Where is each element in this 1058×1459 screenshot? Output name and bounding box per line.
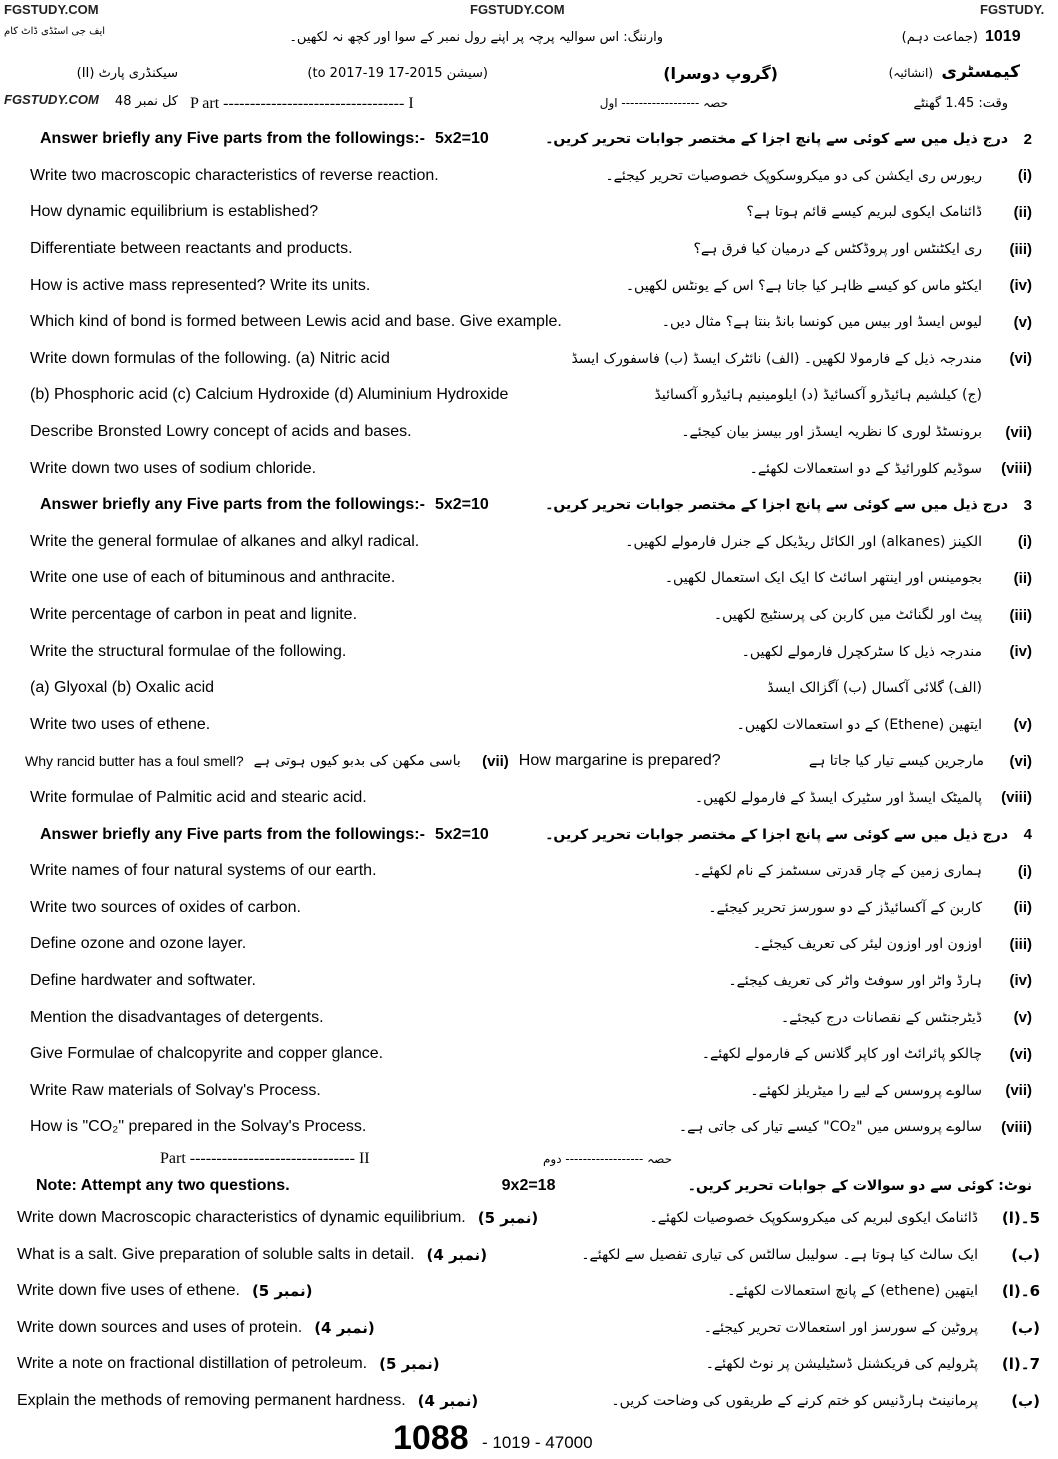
- question-number: (iii): [1009, 935, 1032, 953]
- question-english: Write down five uses of ethene.: [17, 1282, 240, 1300]
- question-urdu: سوڈیم کلورائیڈ کے دو استعمالات لکھئے۔: [749, 460, 982, 477]
- footer-big: 1088: [393, 1419, 469, 1458]
- question-item: [0, 414, 1058, 451]
- question-urdu: ڈیٹرجنٹس کے نقصانات درج کیجئے۔: [780, 1009, 982, 1026]
- question-urdu: پرمانینٹ ہارڈنیس کو ختم کرنے کے طریقوں کی وضاحت کریں۔: [611, 1392, 978, 1409]
- question-number: 7۔(ا): [1001, 1355, 1040, 1374]
- question-marks: (5 نمبر): [379, 1355, 440, 1374]
- question-urdu: (الف) گلائی آکسال (ب) آگزالک ایسڈ: [767, 680, 982, 697]
- question-urdu: لیوس ایسڈ اور بیس میں کونسا بانڈ بنتا ہے؟ مثال دیں۔: [661, 314, 982, 331]
- question-item: [0, 231, 1058, 268]
- question-number: (iv): [1009, 643, 1032, 661]
- question-item: [0, 377, 1058, 414]
- question-english: Answer briefly any Five parts from the followings:-: [40, 825, 425, 843]
- question-urdu: (ج) کیلشیم ہائیڈرو آکسائیڈ (د) ایلومینیم ہائیڈرو آکسائیڈ: [654, 387, 982, 404]
- question-urdu: پٹرولیم کی فریکشنل ڈسٹیلیشن پر نوٹ لکھئے۔: [705, 1356, 978, 1373]
- question-number: (v): [1013, 1009, 1032, 1027]
- question-english: How dynamic equilibrium is established?: [30, 203, 319, 221]
- watermark: FGSTUDY.COM: [4, 92, 99, 107]
- question-item: [0, 853, 1058, 890]
- question-english: Write down formulas of the following. (a) Nitric acid: [30, 349, 390, 367]
- question-number: (vii): [482, 752, 509, 770]
- question-urdu: باسی مکھن کی بدبو کیوں ہوتی ہے: [253, 753, 461, 770]
- question-marks: (4 نمبر): [426, 1245, 488, 1264]
- question-item: [0, 304, 1058, 341]
- question-item: [0, 963, 1058, 1000]
- question-english: Mention the disadvantages of detergents.: [30, 1008, 324, 1026]
- question-english: Write the general formulae of alkanes and alkyl radical.: [30, 532, 420, 550]
- session: (سیشن 2015-17 to 2017-19): [307, 66, 488, 81]
- question-number: (vii): [1005, 1082, 1032, 1100]
- paper-code: 1019: [985, 28, 1021, 45]
- question-english: How margarine is prepared?: [518, 752, 721, 770]
- question-urdu: ڈائنامک ایکوی لبریم کیسے قائم ہوتا ہے؟: [746, 204, 982, 221]
- question-number: (ب): [1011, 1318, 1040, 1337]
- group: (گروپ دوسرا): [663, 64, 778, 83]
- question-marks: (5 نمبر): [251, 1282, 313, 1301]
- question-number: (i): [1017, 862, 1032, 880]
- question-english: Write percentage of carbon in peat and lignite.: [30, 606, 358, 624]
- question-heading: [0, 121, 1058, 158]
- marks-scheme: 5x2=10: [434, 496, 489, 514]
- question-item: [0, 597, 1058, 634]
- question-urdu: پالمیٹک ایسڈ اور سٹیرک ایسڈ کے فارمولے لکھیں۔: [694, 789, 982, 806]
- part-one-heading: P art ---------------------------------- I: [190, 95, 414, 112]
- question-number: (ب): [1011, 1391, 1040, 1410]
- long-question: [0, 1309, 1058, 1346]
- question-english: Write formulae of Palmitic acid and stearic acid.: [30, 788, 367, 806]
- question-urdu: سالوے پروسس کے لیے را میٹریلز لکھئے۔: [750, 1082, 982, 1099]
- question-urdu: چالکو پائرائٹ اور کاپر گلانس کے فارمولے لکھئے۔: [701, 1046, 982, 1063]
- question-urdu: سالوے پروسس میں "CO₂" کیسے تیار کی جاتی ہے۔: [678, 1119, 982, 1136]
- question-urdu: برونسٹڈ لوری کا نظریہ ایسڈز اور بیسز بیان کیجئے۔: [681, 424, 982, 441]
- question-urdu: بجومینس اور اینتھر اسائٹ کا ایک ایک استعمال لکھیں۔: [664, 570, 982, 587]
- question-english: (a) Glyoxal (b) Oxalic acid: [30, 679, 215, 697]
- watermark: FGSTUDY.COM: [470, 2, 565, 17]
- question-english: Answer briefly any Five parts from the followings:-: [40, 496, 425, 514]
- question-english: Explain the methods of removing permanent hardness.: [17, 1391, 406, 1409]
- subject: کیمسٹری: [941, 62, 1020, 82]
- question-item: [0, 450, 1058, 487]
- time: وقت: 1.45 گھنٹے: [913, 96, 1008, 111]
- watermark-urdu: ایف جی اسٹڈی ڈاٹ کام: [4, 26, 106, 37]
- marks-scheme: 5x2=10: [434, 825, 489, 843]
- question-urdu: ایتھین (Ethene) کے دو استعمالات لکھیں۔: [736, 716, 982, 733]
- question-item: [0, 341, 1058, 378]
- question-number: (ii): [1013, 569, 1032, 587]
- long-question: [0, 1200, 1058, 1237]
- long-question: [0, 1346, 1058, 1383]
- note-row: [0, 1173, 1058, 1200]
- question-item: [0, 926, 1058, 963]
- question-item: [0, 633, 1058, 670]
- question-marks: (5 نمبر): [477, 1208, 539, 1227]
- watermark: FGSTUDY.COM: [4, 2, 99, 17]
- question-item: [0, 1109, 1058, 1146]
- marks-scheme: 9x2=18: [501, 1177, 556, 1195]
- question-english: Which kind of bond is formed between Lewis acid and base. Give example.: [30, 313, 562, 331]
- question-urdu: ایک سالٹ کیا ہوتا ہے۔ سولیبل سالٹس کی تیاری تفصیل سے لکھئے۔: [581, 1246, 978, 1263]
- question-heading: [0, 816, 1058, 853]
- question-urdu: درج ذیل میں سے کوئی سے پانچ اجزا کے مختصر جوابات تحریر کریں۔: [545, 826, 1008, 843]
- question-english: What is a salt. Give preparation of soluble salts in detail.: [17, 1245, 415, 1263]
- paper-type: (انشائیہ): [888, 66, 933, 80]
- question-urdu: ایکٹو ماس کو کیسے ظاہر کیا جاتا ہے؟ اس کے یونٹس لکھیں۔: [625, 277, 982, 294]
- question-urdu: ری ایکٹنٹس اور پروڈکٹس کے درمیان کیا فرق ہے؟: [693, 241, 982, 258]
- warning: وارننگ: اس سوالیہ پرچہ پر اپنے رول نمبر کے سوا اور کچھ نہ لکھیں۔: [289, 30, 663, 45]
- question-urdu: پیٹ اور لگنائٹ میں کاربن کی پرسنٹیج لکھیں۔: [713, 607, 982, 624]
- question-urdu: درج ذیل میں سے کوئی سے پانچ اجزا کے مختصر جوابات تحریر کریں۔: [545, 131, 1008, 148]
- footer-small: - 1019 - 47000: [482, 1433, 593, 1453]
- question-urdu: مندرجہ ذیل کا سٹرکچرل فارمولے لکھیں۔: [741, 643, 982, 660]
- note-english: Note: Attempt any two questions.: [36, 1177, 290, 1195]
- question-english: Why rancid butter has a foul smell?: [25, 753, 244, 770]
- question-number: 3: [1023, 496, 1032, 514]
- marks-scheme: 5x2=10: [434, 130, 489, 148]
- question-item: [0, 1072, 1058, 1109]
- question-item: [0, 999, 1058, 1036]
- question-number: (i): [1017, 167, 1032, 185]
- question-number: (iii): [1009, 606, 1032, 624]
- question-english: Define hardwater and softwater.: [30, 971, 256, 989]
- question-item: [0, 1036, 1058, 1073]
- long-question: [0, 1236, 1058, 1273]
- question-urdu: پروٹین کے سورسز اور استعمالات تحریر کیجئے۔: [703, 1319, 978, 1336]
- question-number: (viii): [1001, 460, 1032, 478]
- question-number: 2: [1023, 130, 1032, 148]
- question-urdu: ہارڈ واٹر اور سوفٹ واٹر کی تعریف کیجئے۔: [728, 972, 982, 989]
- question-urdu: درج ذیل میں سے کوئی سے پانچ اجزا کے مختصر جوابات تحریر کریں۔: [545, 497, 1008, 514]
- question-marks: (4 نمبر): [314, 1318, 375, 1337]
- question-urdu: مارجرین کیسے تیار کیا جاتا ہے: [808, 753, 984, 770]
- question-item: [0, 524, 1058, 561]
- question-number: 6۔(ا): [1001, 1282, 1040, 1301]
- question-number: (i): [1017, 533, 1032, 551]
- class-label: (جماعت دہم): [901, 30, 978, 45]
- total-marks: کل نمبر 48: [114, 94, 178, 109]
- question-english: Give Formulae of chalcopyrite and copper glance.: [30, 1045, 384, 1063]
- watermark: FGSTUDY.: [980, 2, 1045, 17]
- question-urdu: ریورس ری ایکشن کی دو میکروسکوپک خصوصیات تحریر کیجئے۔: [605, 167, 982, 184]
- note-urdu: نوٹ: کوئی سے دو سوالات کے جوابات تحریر کریں۔: [687, 1178, 1032, 1195]
- question-english: Describe Bronsted Lowry concept of acids and bases.: [30, 423, 412, 441]
- part-two-english: Part ------------------------------- II: [160, 1150, 370, 1168]
- question-english: How is "CO₂" prepared in the Solvay's Process.: [30, 1118, 367, 1136]
- question-number: (v): [1013, 313, 1032, 331]
- question-number: (ب): [1011, 1245, 1040, 1264]
- question-english: Write down two uses of sodium chloride.: [30, 459, 317, 477]
- question-urdu: اوزون اور اوزون لیئر کی تعریف کیجئے۔: [752, 936, 982, 953]
- question-urdu: الکینز (alkanes) اور الکائل ریڈیکل کے جنرل فارمولے لکھیں۔: [625, 533, 982, 550]
- question-english: Answer briefly any Five parts from the followings:-: [40, 130, 425, 148]
- question-item: [0, 780, 1058, 817]
- question-item: [0, 743, 1058, 780]
- question-number: (vii): [1005, 423, 1032, 441]
- question-item: [0, 267, 1058, 304]
- question-item: [0, 560, 1058, 597]
- question-number: (v): [1013, 716, 1032, 734]
- question-urdu: مندرجہ ذیل کے فارمولا لکھیں۔ (الف) نائٹرک ایسڈ (ب) فاسفورک ایسڈ: [571, 350, 982, 367]
- footer-code: [0, 1419, 1058, 1459]
- question-english: Define ozone and ozone layer.: [30, 935, 247, 953]
- question-marks: (4 نمبر): [417, 1391, 479, 1410]
- question-english: Write one use of each of bituminous and anthracite.: [30, 569, 396, 587]
- section-urdu: حصہ ------------------ اول: [599, 96, 728, 110]
- question-number: (iii): [1009, 240, 1032, 258]
- question-item: [0, 670, 1058, 707]
- part-label: سیکنڈری پارٹ (II): [76, 66, 178, 81]
- question-urdu: ایتھین (ethene) کے پانچ استعمالات لکھئے۔: [727, 1283, 978, 1300]
- question-item: [0, 158, 1058, 195]
- question-number: 5۔(ا): [1001, 1208, 1040, 1227]
- question-english: Differentiate between reactants and products.: [30, 240, 353, 258]
- part-two-urdu: حصہ ------------------ دوم: [543, 1152, 672, 1167]
- question-english: Write two macroscopic characteristics of reverse reaction.: [30, 166, 439, 184]
- part-two-heading: [0, 1146, 1058, 1173]
- question-english: Write down Macroscopic characteristics of dynamic equilibrium.: [17, 1208, 466, 1226]
- question-english: Write down sources and uses of protein.: [17, 1318, 303, 1336]
- question-number: (ii): [1013, 899, 1032, 917]
- question-number: 4: [1023, 826, 1032, 844]
- question-english: Write Raw materials of Solvay's Process.: [30, 1081, 321, 1099]
- question-urdu: ہماری زمین کے چار قدرتی سسٹمز کے نام لکھئے۔: [693, 863, 982, 880]
- question-number: (iv): [1009, 972, 1032, 990]
- question-heading: [0, 487, 1058, 524]
- question-english: (b) Phosphoric acid (c) Calcium Hydroxide (d) Aluminium Hydroxide: [30, 386, 509, 404]
- question-item: [0, 889, 1058, 926]
- question-urdu: کاربن کے آکسائیڈز کے دو سورسز تحریر کیجئے۔: [708, 899, 982, 916]
- question-number: (vi): [1009, 1045, 1032, 1063]
- long-question: [0, 1383, 1058, 1420]
- questions: [0, 121, 1058, 1459]
- question-number: (viii): [1001, 789, 1032, 807]
- question-number: (vi): [1009, 752, 1032, 770]
- question-english: How is active mass represented? Write its units.: [30, 276, 371, 294]
- question-english: Write names of four natural systems of our earth.: [30, 862, 377, 880]
- question-number: (viii): [1001, 1118, 1032, 1136]
- question-item: [0, 194, 1058, 231]
- question-english: Write two sources of oxides of carbon.: [30, 898, 301, 916]
- question-english: Write two uses of ethene.: [30, 715, 211, 733]
- question-english: Write the structural formulae of the following.: [30, 642, 347, 660]
- question-number: (vi): [1009, 350, 1032, 368]
- question-number: (ii): [1013, 203, 1032, 221]
- question-number: (iv): [1009, 277, 1032, 295]
- long-question: [0, 1273, 1058, 1310]
- question-item: [0, 707, 1058, 744]
- question-english: Write a note on fractional distillation of petroleum.: [17, 1355, 368, 1373]
- question-urdu: ڈائنامک ایکوی لبریم کی میکروسکوپک خصوصیات لکھئے۔: [649, 1209, 978, 1226]
